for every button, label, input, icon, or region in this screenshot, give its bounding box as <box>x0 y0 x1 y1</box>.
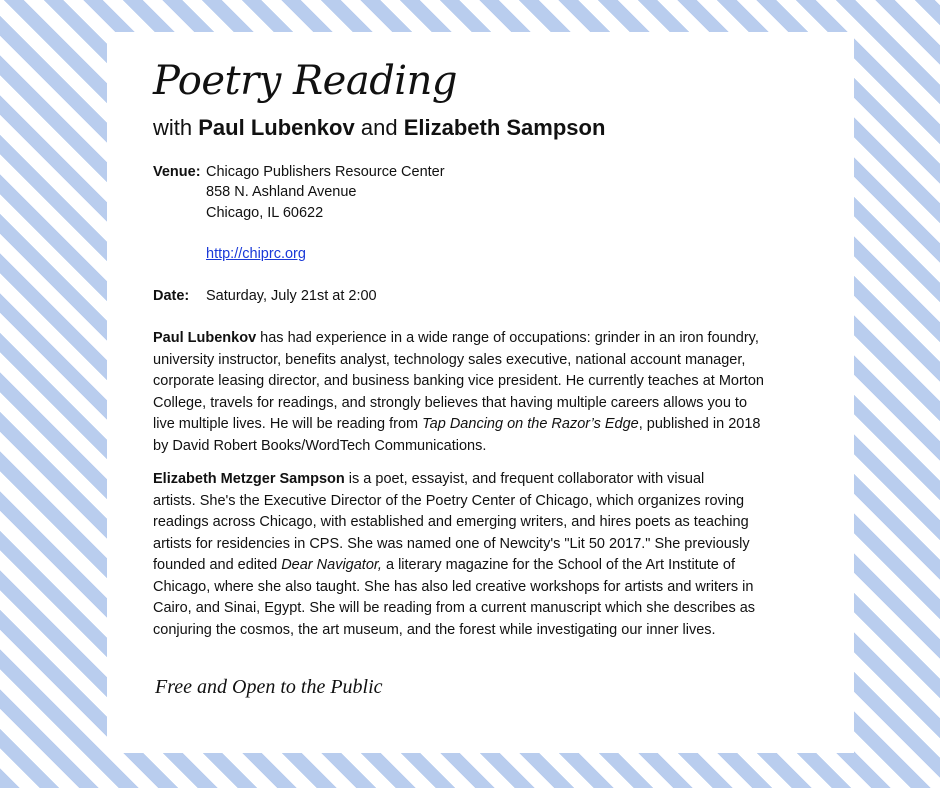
bio2-line: readings across Chicago, with established and emerging writers, and hires poets as teaching <box>153 514 749 530</box>
free-admission-note: Free and Open to the Public <box>155 676 383 698</box>
venue-row <box>153 162 201 182</box>
poet-name-2: Elizabeth Sampson <box>403 115 606 140</box>
subtitle-and: and <box>360 115 398 140</box>
bio2-line: Elizabeth Metzger Sampson is a poet, essayist, and frequent collaborator with visual <box>153 471 705 487</box>
event-subtitle <box>153 114 605 142</box>
venue-street: 858 N. Ashland Avenue <box>206 184 357 200</box>
bio1-line: live multiple lives. He will be reading from Tap Dancing on the Razor’s Edge, published in 2018 <box>153 416 761 432</box>
flyer-card <box>107 32 854 753</box>
venue-city: Chicago, IL 60622 <box>206 205 324 221</box>
magazine-title: Dear Navigator, <box>281 557 382 573</box>
bio1-line: by David Robert Books/WordTech Communications. <box>153 437 487 454</box>
bio-paul-lubenkov <box>153 328 813 457</box>
bio1-line: university instructor, benefits analyst, technology sales executive, national account manager, <box>153 351 746 368</box>
venue-link[interactable]: http://chiprc.org <box>206 246 306 262</box>
bio2-line: founded and edited Dear Navigator, a literary magazine for the School of the Art Institute of <box>153 557 735 573</box>
bio2-line: Chicago, where she also taught. She has also led creative workshops for artists and writers in <box>153 578 754 595</box>
bio1-line: College, travels for readings, and strongly believes that having multiple careers allows you to <box>153 394 748 411</box>
bio2-name: Elizabeth Metzger Sampson <box>153 471 345 487</box>
event-title: Poetry Reading <box>153 58 457 104</box>
bio-elizabeth-sampson <box>153 469 813 641</box>
date-value: Saturday, July 21st at 2:00 <box>206 288 377 304</box>
date-label: Date: <box>153 288 190 304</box>
book-title: Tap Dancing on the Razor’s Edge <box>422 416 639 432</box>
bio1-line: Paul Lubenkov has had experience in a wide range of occupations: grinder in an iron foundry, <box>153 330 759 346</box>
bio2-line: artists for residencies in CPS. She was named one of Newcity's "Lit 50 2017." She previously <box>153 535 750 552</box>
bio2-line: conjuring the cosmos, the art museum, and the forest while investigating our inner lives. <box>153 621 716 638</box>
bio1-line: corporate leasing director, and business banking vice president. He currently teaches at Morton <box>153 373 764 389</box>
venue-name: Chicago Publishers Resource Center <box>206 164 445 180</box>
venue-label: Venue: <box>153 164 201 180</box>
bio2-line: artists. She's the Executive Director of the Poetry Center of Chicago, which organizes roving <box>153 492 745 509</box>
bio1-name: Paul Lubenkov <box>153 330 257 346</box>
date-row <box>153 286 189 306</box>
poet-name-1: Paul Lubenkov <box>198 115 355 140</box>
subtitle-prefix: with <box>153 115 193 140</box>
bio2-line: Cairo, and Sinai, Egypt. She will be reading from a current manuscript which she describes as <box>153 600 756 616</box>
